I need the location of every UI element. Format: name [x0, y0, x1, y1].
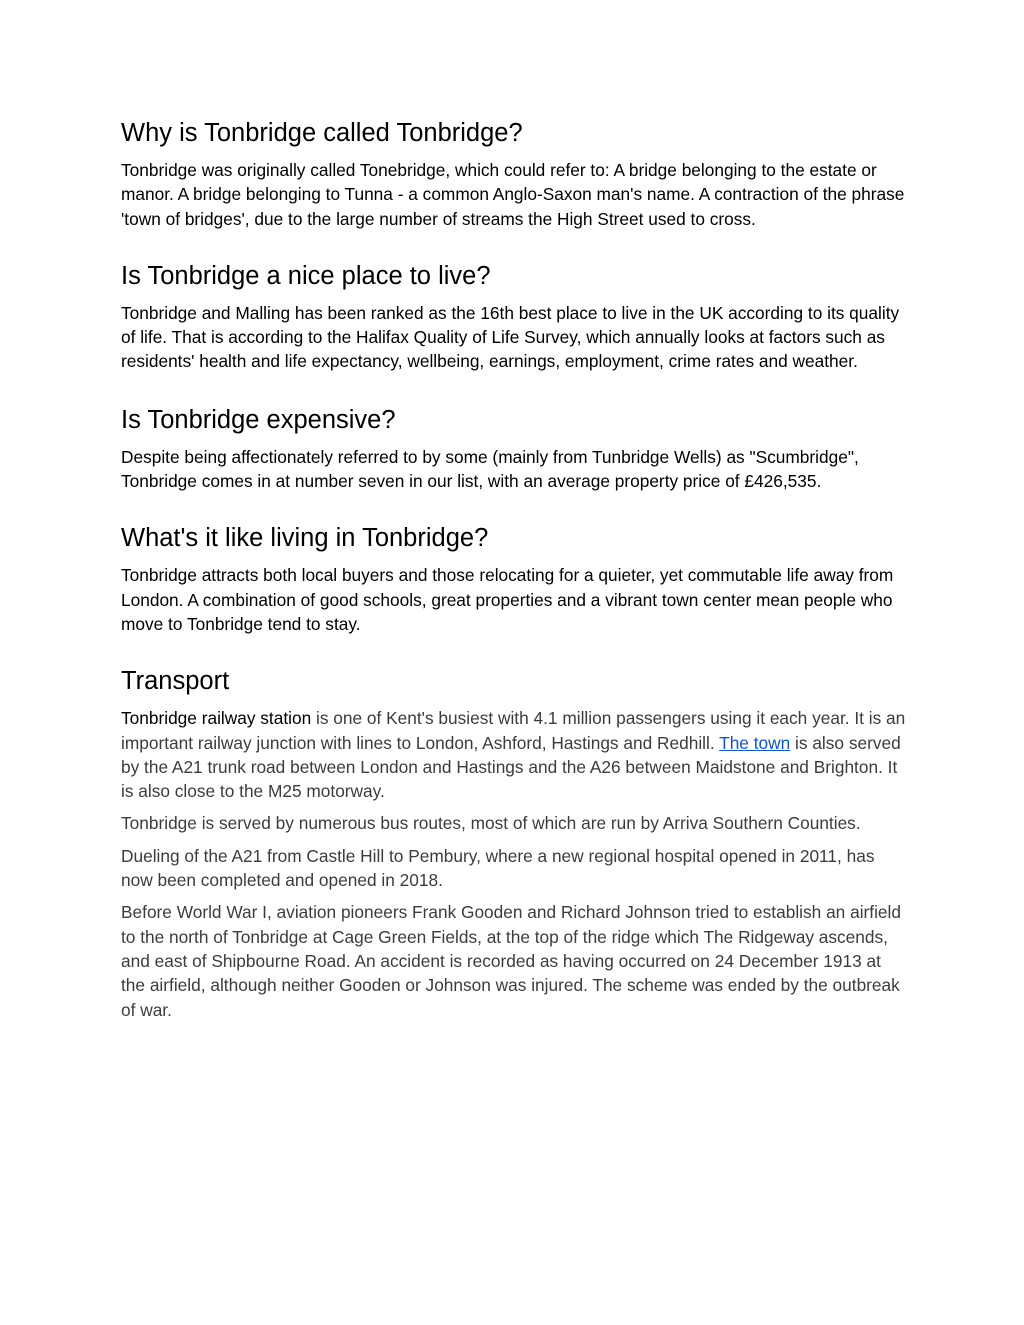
section-living [121, 521, 906, 636]
heading-expensive: Is Tonbridge expensive? [121, 405, 396, 434]
paragraph-transport-a21: Dueling of the A21 from Castle Hill to Pembury, where a new regional hospital opened in 2011, has now been completed and opened in 2018. [121, 845, 875, 891]
section-nice-place [121, 259, 906, 374]
paragraph-transport-bus: Tonbridge is served by numerous bus routes, most of which are run by Arriva Southern Counties. [121, 813, 861, 834]
roads-text: is also served by the A21 trunk road between London and Hastings and the A26 between Maidstone and Brighton. It is also close to the M25 motorway. [121, 732, 901, 802]
heading-transport: Transport [121, 667, 230, 696]
document-page [121, 116, 906, 1022]
heading-why-called: Why is Tonbridge called Tonbridge? [121, 119, 523, 147]
paragraph-nice-place: Tonbridge and Malling has been ranked as the 16th best place to live in the UK according to its quality of life. That is according to the Halifax Quality of Life Survey, which annually looks at factors such as residents' health and life expectancy, wellbeing, earnings, employment, crime rates and weather. [121, 302, 900, 372]
heading-nice-place: Is Tonbridge a nice place to live? [121, 261, 491, 290]
paragraph-transport-railway [121, 706, 906, 803]
section-transport [121, 664, 906, 1022]
heading-living: What's it like living in Tonbridge? [121, 524, 489, 553]
paragraph-why-called: Tonbridge was originally called Tonebridge, which could refer to: A bridge belonging to the estate or manor. A bridge belonging to Tunna - a common Anglo-Saxon man's name. A contraction of the phrase 'town of bridges', due to the large number of streams the High Street used to cross. [121, 160, 905, 229]
section-why-called [121, 116, 906, 231]
railway-station-text: Tonbridge railway station [121, 708, 312, 729]
paragraph-transport-airfield: Before World War I, aviation pioneers Frank Gooden and Richard Johnson tried to establish an airfield to the north of Tonbridge at Cage Green Fields, at the top of the ridge which The Ridgeway ascends, and east of Shipbourne Road. An accident is recorded as having occurred on 24 December 1913 at the airfield, although neither Gooden or Johnson was injured. The scheme was ended by the outbreak of war. [121, 902, 901, 1020]
paragraph-living: Tonbridge attracts both local buyers and those relocating for a quieter, yet commutable life away from London. A combination of good schools, great properties and a vibrant town center mean people who move to Tonbridge tend to stay. [121, 565, 894, 634]
railway-text: is one of Kent's busiest with 4.1 million passengers using it each year. It is an important railway junction with lines to London, Ashford, Hastings and Redhill. [121, 708, 906, 753]
paragraph-expensive: Despite being affectionately referred to by some (mainly from Tunbridge Wells) as "Scumbridge", Tonbridge comes in at number seven in our list, with an average property price of £426,535. [121, 446, 859, 492]
the-town-link[interactable]: The town [719, 732, 791, 753]
section-expensive [121, 403, 906, 494]
